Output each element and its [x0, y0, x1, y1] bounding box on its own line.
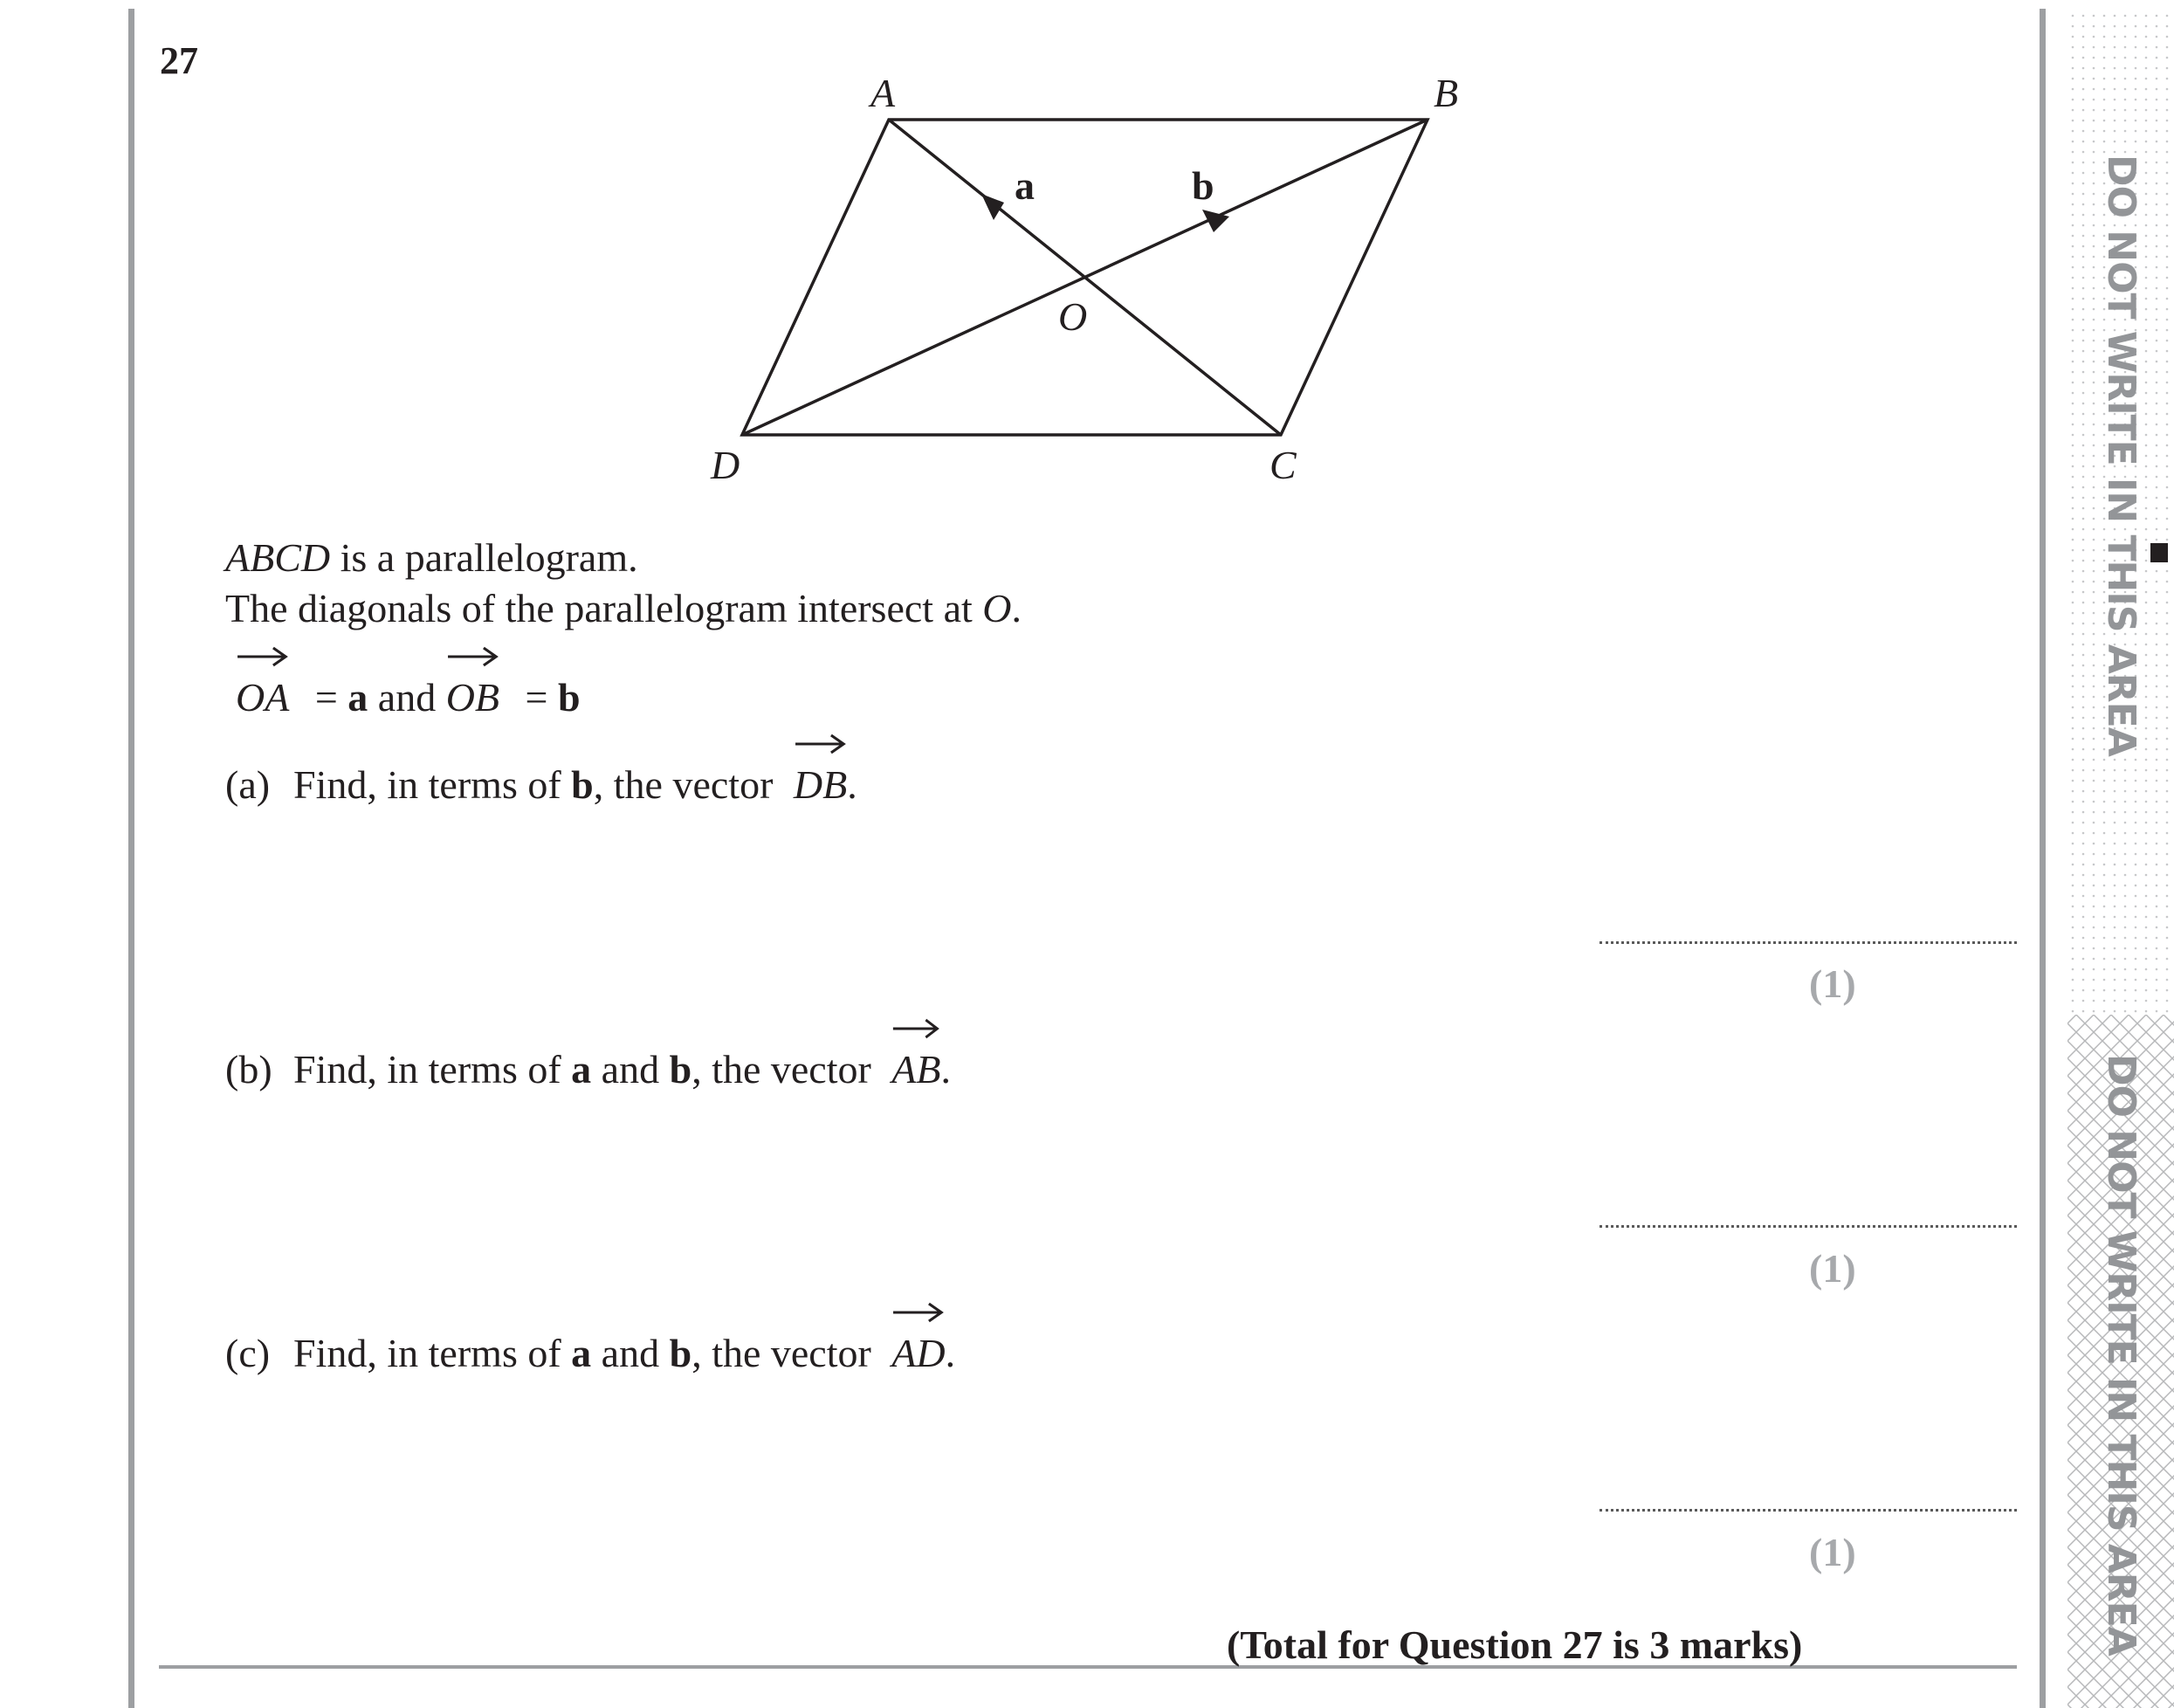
vector-arrow-icon	[236, 643, 289, 669]
vector-label-a: a	[1015, 163, 1035, 208]
vector-definitions: OA = a and OB = b	[236, 678, 581, 718]
intro-line-1: ABCD is a parallelogram.	[225, 535, 638, 580]
vertex-label-a: A	[870, 71, 896, 115]
vertex-label-c: C	[1269, 443, 1297, 487]
marks-b: (1)	[1809, 1246, 1856, 1291]
vector-arrow-icon	[891, 1298, 945, 1325]
vector-arrow-icon	[446, 643, 499, 669]
answer-line-b[interactable]	[1600, 1225, 2017, 1228]
parallelogram-diagram	[711, 70, 1502, 506]
part-b-question: (b) Find, in terms of a and b, the vector AB.	[225, 1050, 951, 1090]
vertex-label-b: B	[1434, 71, 1459, 115]
vector-arrow-icon	[891, 1015, 940, 1041]
arrow-a-head	[981, 194, 1004, 220]
vertex-label-d: D	[711, 443, 740, 487]
vector-ad: AD	[891, 1333, 945, 1374]
question-total: (Total for Question 27 is 3 marks)	[1227, 1622, 1803, 1667]
intro-line-2: The diagonals of the parallelogram intersect at O.	[225, 586, 1022, 630]
do-not-write-warning-top: DO NOT WRITE IN THIS AREA	[2099, 155, 2143, 756]
left-margin-rule	[128, 9, 134, 1708]
vector-ob: OB	[446, 678, 499, 718]
diagonal-db	[742, 120, 1428, 435]
registration-mark	[2150, 543, 2168, 562]
part-c-question: (c) Find, in terms of a and b, the vector AD.	[225, 1333, 955, 1374]
marks-c: (1)	[1809, 1530, 1856, 1574]
part-a-question: (a) Find, in terms of b, the vector DB.	[225, 765, 857, 805]
do-not-write-margin	[2067, 10, 2174, 1708]
marks-a: (1)	[1809, 961, 1856, 1006]
vector-db: DB	[794, 765, 847, 805]
answer-line-a[interactable]	[1600, 941, 2017, 944]
vector-arrow-icon	[794, 730, 847, 756]
right-margin-rule	[2040, 9, 2046, 1708]
question-number: 27	[160, 39, 198, 82]
answer-line-c[interactable]	[1600, 1509, 2017, 1512]
vector-ab: AB	[891, 1050, 940, 1090]
center-label-o: O	[1058, 294, 1088, 339]
vector-oa: OA	[236, 678, 289, 718]
do-not-write-warning-bottom: DO NOT WRITE IN THIS AREA	[2099, 1054, 2143, 1656]
vector-label-b: b	[1192, 163, 1214, 208]
